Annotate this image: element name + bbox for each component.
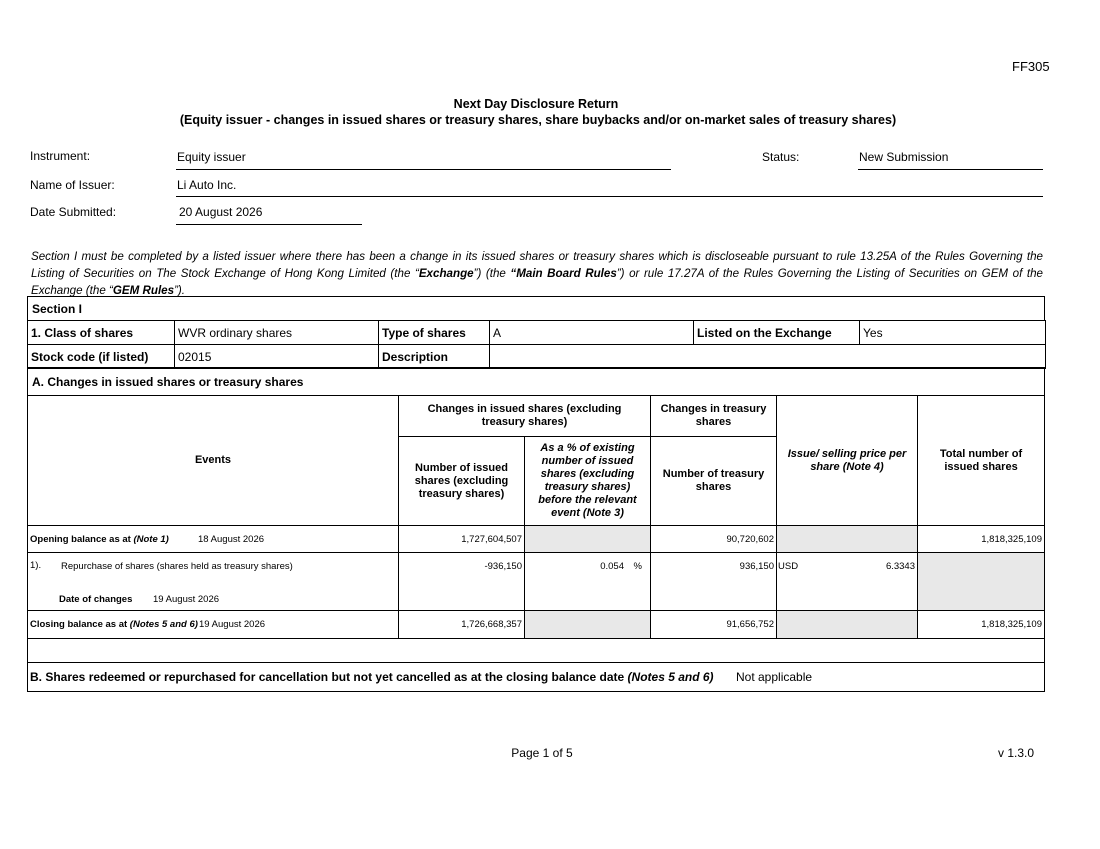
intro-paragraph: Section I must be completed by a listed issuer where there has been a change in its issued shares or treasury shares which is discloseable pursuant to rule 13.25A of the Rules Governing the Listing of Securities on The Stock Exchange of Hong Kong Limited (the “Exchange”) (the “Main Board Rules”) or rule 17.27A of the Rules Governing the Listing of Securities on GEM of the Exchange (the “GEM Rules”).: [31, 250, 1043, 297]
section-i-header: Section I: [27, 296, 1045, 321]
col-events-header: Events: [27, 395, 399, 526]
opening-pct-empty: [524, 525, 651, 553]
col-pct-header: As a % of existing number of issued shares (excluding treasury shares) before the relevant event (Note 3): [524, 436, 651, 526]
closing-treasury: 91,656,752: [650, 610, 777, 639]
description-value: [490, 345, 1046, 369]
spacer-row: [27, 638, 1045, 663]
closing-total: 1,818,325,109: [917, 610, 1045, 639]
status-label: Status:: [762, 150, 800, 164]
opening-treasury: 90,720,602: [650, 525, 777, 553]
event-1-currency: USD: [778, 561, 799, 572]
opening-balance-date: 18 August 2026: [198, 534, 265, 545]
opening-issued: 1,727,604,507: [398, 525, 525, 553]
closing-balance-note: (Notes 5 and 6): [129, 619, 198, 630]
col-num-issued-header: Number of issued shares (excluding treasury shares): [398, 436, 525, 526]
col-price-header: Issue/ selling price per share (Note 4): [776, 395, 918, 526]
section-b-row: [27, 662, 1045, 692]
closing-balance-cell: [27, 610, 399, 639]
date-submitted-underline: [176, 224, 362, 225]
event-1-number: 1).: [30, 560, 42, 571]
event-1-description: Repurchase of shares (shares held as treasury shares): [61, 561, 293, 572]
date-submitted-label: Date Submitted:: [30, 205, 117, 219]
issuer-label: Name of Issuer:: [30, 178, 115, 192]
event-1-issued: -936,150: [398, 552, 525, 611]
col-changes-treasury-header: Changes in treasury shares: [650, 395, 777, 437]
status-value: New Submission: [859, 150, 949, 164]
col-num-treasury-header: Number of treasury shares: [650, 436, 777, 526]
event-1-total-empty: [917, 552, 1045, 611]
event-1-cell: [27, 552, 399, 611]
date-submitted-value: 20 August 2026: [179, 205, 263, 219]
issuer-underline: [176, 196, 1043, 197]
class-of-shares-label: 1. Class of shares: [28, 321, 175, 345]
opening-balance-note: (Note 1): [133, 534, 169, 545]
date-of-changes-value: 19 August 2026: [153, 594, 220, 605]
opening-balance-label: Opening balance as at: [30, 534, 134, 545]
page-title: Next Day Disclosure Return: [453, 97, 619, 111]
event-1-treasury: 936,150: [650, 552, 777, 611]
description-label: Description: [379, 345, 490, 369]
col-total-header: Total number of issued shares: [917, 395, 1045, 526]
event-1-pct: 0.054: [600, 561, 624, 572]
closing-balance-label: Closing balance as at: [30, 619, 130, 630]
form-code: FF305: [1012, 59, 1050, 74]
section-a-header: A. Changes in issued shares or treasury shares: [27, 367, 1045, 396]
class-of-shares-value: WVR ordinary shares: [175, 321, 379, 345]
closing-price-empty: [776, 610, 918, 639]
issuer-value: Li Auto Inc.: [177, 178, 237, 192]
instrument-label: Instrument:: [30, 149, 91, 163]
type-of-shares-value: A: [490, 321, 694, 345]
version: v 1.3.0: [998, 746, 1035, 760]
event-1-pct-cell: [524, 552, 651, 611]
section-b-value: Not applicable: [736, 670, 813, 684]
stock-code-value: 02015: [175, 345, 379, 369]
event-1-price-cell: [776, 552, 918, 611]
opening-balance-cell: [27, 525, 399, 553]
listed-value: Yes: [860, 321, 1046, 345]
class-of-shares-table: [27, 320, 1046, 369]
closing-issued: 1,726,668,357: [398, 610, 525, 639]
col-changes-issued-header: Changes in issued shares (excluding treasury shares): [398, 395, 651, 437]
section-b-title: B. Shares redeemed or repurchased for cancellation but not yet cancelled as at the closing balance date: [30, 670, 628, 684]
status-underline: [858, 169, 1043, 170]
section-b-note: (Notes 5 and 6): [627, 670, 714, 684]
opening-total: 1,818,325,109: [917, 525, 1045, 553]
closing-balance-date: 19 August 2026: [199, 619, 266, 630]
type-of-shares-label: Type of shares: [379, 321, 490, 345]
closing-pct-empty: [524, 610, 651, 639]
instrument-value: Equity issuer: [177, 150, 246, 164]
page-subtitle: (Equity issuer - changes in issued shares or treasury shares, share buybacks and/or on-market sales of treasury shares): [179, 113, 897, 127]
page-number: Page 1 of 5: [511, 746, 573, 760]
event-1-price: 6.3343: [885, 561, 915, 572]
instrument-underline: [176, 169, 671, 170]
stock-code-label: Stock code (if listed): [28, 345, 175, 369]
date-of-changes-label: Date of changes: [59, 594, 133, 605]
event-1-pct-unit: %: [633, 561, 642, 572]
opening-price-empty: [776, 525, 918, 553]
listed-label: Listed on the Exchange: [694, 321, 860, 345]
